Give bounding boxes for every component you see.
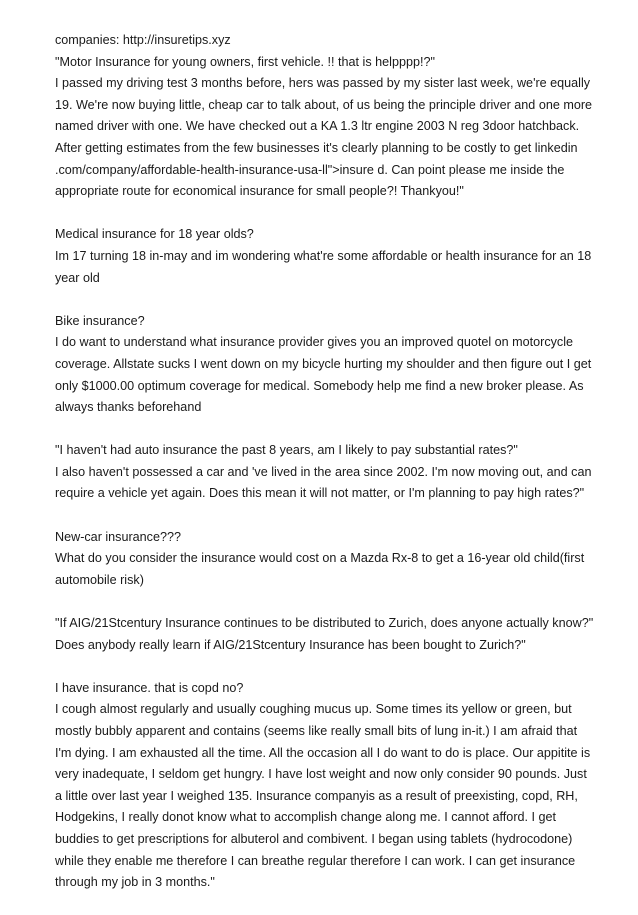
question-block-new-car-insurance — [55, 527, 595, 592]
question-body: Does anybody really learn if AIG/21Stcentury Insurance has been bought to Zurich?" — [55, 637, 526, 652]
question-title: "If AIG/21Stcentury Insurance continues to be distributed to Zurich, does anyone actually know?" — [55, 616, 594, 631]
question-title: "I haven't had auto insurance the past 8 years, am I likely to pay substantial rates?" — [55, 443, 518, 458]
question-block-motor-insurance — [55, 52, 595, 203]
question-title: Medical insurance for 18 year olds? — [55, 227, 254, 242]
question-block-auto-insurance-rates — [55, 440, 595, 505]
question-body: I also haven't possessed a car and 've lived in the area since 2002. I'm now moving out, and can require a vehicle yet again. Does this mean it will not matter, or I'm planning to pay high rates?" — [55, 464, 592, 501]
question-body: I cough almost regularly and usually coughing mucus up. Some times its yellow or green, but mostly bubbly apparent and contains (seems like really small bits of lung in-it.) I am afraid that I'm dying. I am exhausted all the time. All the occasion all I do want to do is place. Our appitite is very inadequate, I seldom get hungry. I have lost weight and now only consider 90 pounds. Just a little over last year I weighed 135. Insurance companyis as a result of preexisting, copd, RH, Hodgekins, I really donot know what to accomplish change along me. I cannot afford. I get buddies to get prescriptions for albuterol and combivent. I began using tablets (hydrocodone) while they enable me therefore I can breathe regular therefore I can work. I can get insurance through my job in 3 months." — [55, 702, 591, 890]
question-title: "Motor Insurance for young owners, first vehicle. !! that is helpppp!?" — [55, 54, 435, 69]
question-body: I do want to understand what insurance provider gives you an improved quotel on motorcycle coverage. Allstate sucks I went down on my bicycle hurting my shoulder and then figure out I get only $1000.00 optimum coverage for medical. Somebody help me find a new broker please. As always thanks beforehand — [55, 335, 592, 415]
question-body: Im 17 turning 18 in-may and im wondering what're some affordable or health insurance for an 18 year old — [55, 248, 592, 285]
document-page — [55, 30, 595, 915]
question-block-medical-insurance — [55, 224, 595, 289]
question-block-aig-zurich — [55, 613, 595, 656]
companies-line: companies: http://insuretips.xyz — [55, 33, 231, 47]
question-title: Bike insurance? — [55, 313, 145, 328]
question-block-bike-insurance — [55, 311, 595, 419]
question-body: What do you consider the insurance would cost on a Mazda Rx-8 to get a 16-year old child(first automobile risk) — [55, 551, 585, 587]
question-body: I passed my driving test 3 months before, hers was passed by my sister last week, we're equally 19. We're now buying little, cheap car to talk about, of us being the principle driver and one more named driver with one. We have checked out a KA 1.3 ltr engine 2003 N reg 3door hatchback. After getting estimates from the few businesses it's clearly planning to be costly to get linkedin .com/company/affordable-health-insurance-usa-ll">insure d. Can point please me inside the appropriate route for economical insurance for small people?! Thankyou!" — [55, 76, 593, 199]
question-block-copd — [55, 678, 595, 894]
question-title: New-car insurance??? — [55, 529, 181, 544]
question-title: I have insurance. that is copd no? — [55, 680, 244, 695]
